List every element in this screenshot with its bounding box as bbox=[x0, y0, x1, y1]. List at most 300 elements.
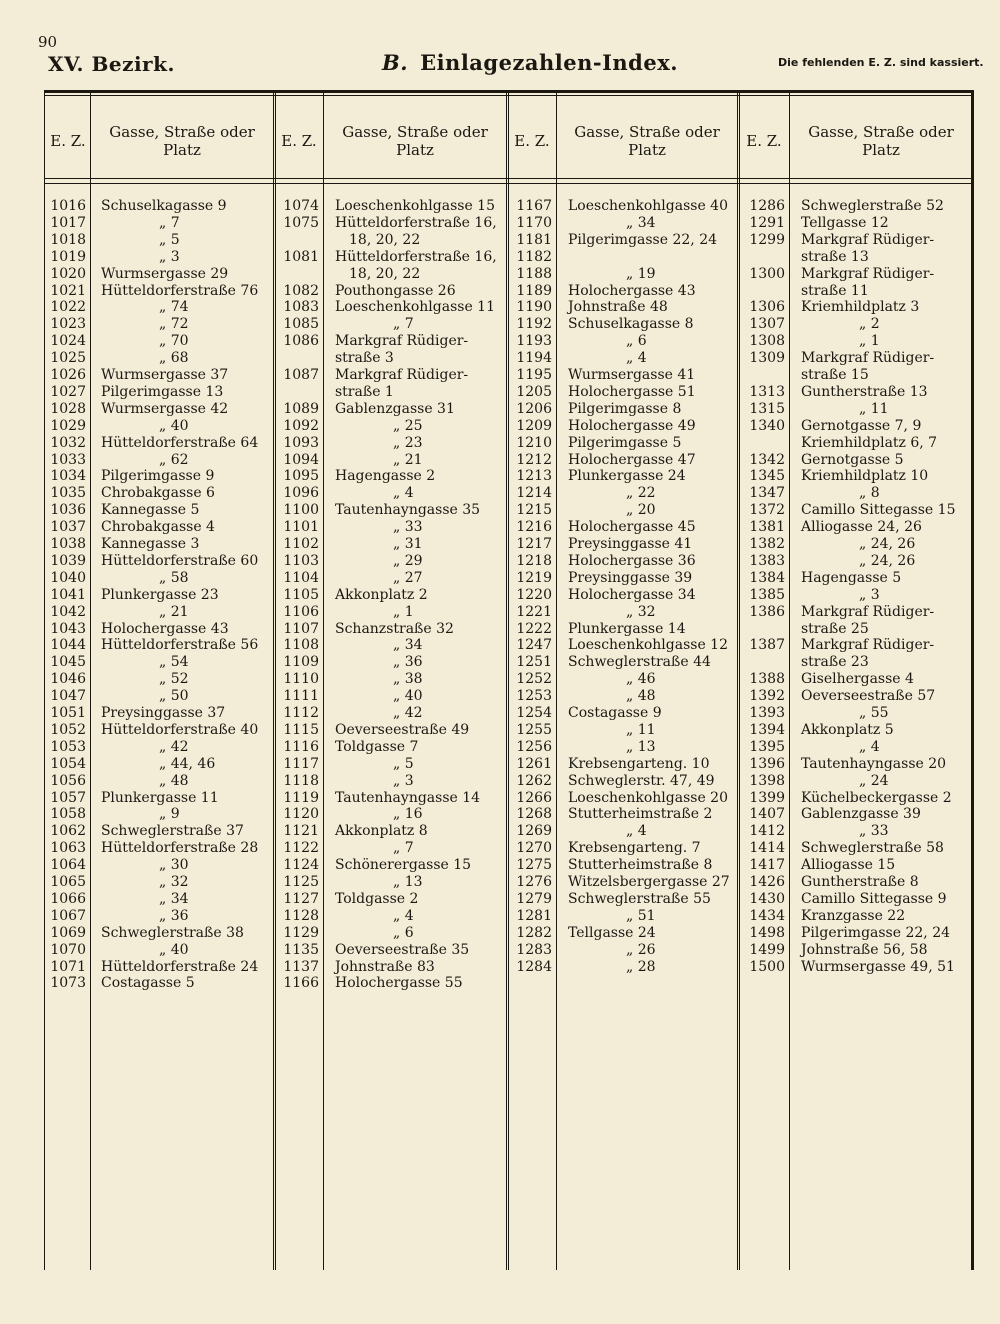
street-entry: Alliogasse 15 bbox=[801, 857, 896, 874]
street-entry: Gernotgasse 7, 9 bbox=[801, 417, 922, 434]
ez-number: 1052 bbox=[50, 721, 86, 738]
street-entry: Kannegasse 3 bbox=[101, 536, 200, 552]
ez-number: 1407 bbox=[749, 806, 785, 823]
ez-number: 1040 bbox=[50, 569, 86, 586]
street-entry: „ 25 bbox=[393, 417, 423, 434]
ez-column-header: E. Z. bbox=[514, 132, 550, 150]
section-title: Einlagezahlen-Index. bbox=[420, 50, 679, 75]
street-entry: „ 21 bbox=[393, 451, 423, 468]
street-entry: „ 1 bbox=[393, 603, 414, 620]
ez-number: 1125 bbox=[283, 874, 319, 890]
section-letter: B. bbox=[382, 50, 409, 75]
street-entry: Hagengasse 2 bbox=[335, 468, 436, 485]
street-entry: Tautenhayngasse 14 bbox=[335, 789, 481, 806]
street-entry: Loeschenkohlgasse 20 bbox=[568, 789, 728, 806]
street-entry: „ 11 bbox=[859, 400, 889, 417]
ez-number: 1089 bbox=[283, 400, 319, 417]
street-entry: „ 23 bbox=[393, 434, 423, 451]
ez-number: 1075 bbox=[283, 214, 319, 231]
street-entry: „ 22 bbox=[626, 485, 656, 502]
ez-number: 1381 bbox=[749, 519, 785, 536]
ez-number: 1129 bbox=[283, 924, 319, 941]
ez-number: 1216 bbox=[516, 519, 552, 536]
ez-number: 1064 bbox=[50, 857, 86, 874]
ez-number: 1017 bbox=[50, 214, 86, 231]
ez-number: 1022 bbox=[50, 299, 86, 316]
street-column-header: Gasse, Straße oder Platz bbox=[574, 123, 720, 159]
street-entry: „ 48 bbox=[159, 772, 189, 789]
ez-number: 1192 bbox=[516, 316, 552, 333]
ez-number: 1046 bbox=[50, 671, 86, 688]
street-entry: Markgraf Rüdiger- bbox=[801, 637, 935, 654]
street-entry: „ 54 bbox=[159, 654, 189, 671]
district-heading: XV. Bezirk. bbox=[48, 52, 175, 76]
street-entry: Hütteldorferstraße 56 bbox=[101, 637, 259, 654]
ez-number: 1128 bbox=[283, 907, 319, 924]
ez-number: 1382 bbox=[749, 536, 785, 552]
ez-number: 1193 bbox=[516, 333, 552, 350]
street-entry: „ 72 bbox=[159, 316, 189, 333]
street-entry: Pilgerimgasse 8 bbox=[568, 400, 682, 417]
ez-number: 1253 bbox=[516, 688, 552, 705]
ez-number: 1286 bbox=[749, 198, 785, 214]
street-entry: Wurmsergasse 41 bbox=[568, 367, 696, 383]
ez-number: 1255 bbox=[516, 721, 552, 738]
street-entry: Plunkergasse 14 bbox=[568, 620, 686, 637]
ez-number: 1062 bbox=[50, 823, 86, 840]
street-entry: „ 19 bbox=[626, 265, 656, 282]
ez-number: 1111 bbox=[283, 688, 319, 705]
ez-number: 1270 bbox=[516, 840, 552, 857]
street-entry: Hütteldorferstraße 28 bbox=[101, 840, 259, 857]
street-entry: Costagasse 9 bbox=[568, 705, 662, 721]
street-entry: Hagengasse 5 bbox=[801, 569, 902, 586]
street-entry: Schweglerstraße 44 bbox=[568, 654, 711, 671]
ez-number: 1016 bbox=[50, 198, 86, 214]
ez-number: 1499 bbox=[749, 941, 785, 958]
ez-number: 1262 bbox=[516, 772, 552, 789]
street-entry: Alliogasse 24, 26 bbox=[801, 519, 922, 536]
street-entry: Costagasse 5 bbox=[101, 975, 195, 992]
ez-number: 1256 bbox=[516, 738, 552, 755]
street-entry: „ 8 bbox=[859, 485, 880, 502]
ez-number: 1109 bbox=[283, 654, 319, 671]
street-entry: „ 58 bbox=[159, 569, 189, 586]
ez-number: 1104 bbox=[283, 569, 319, 586]
ez-number: 1032 bbox=[50, 434, 86, 451]
ez-number: 1083 bbox=[283, 299, 319, 316]
column-divider bbox=[90, 93, 91, 1270]
ez-number: 1342 bbox=[749, 451, 785, 468]
ez-number: 1025 bbox=[50, 350, 86, 367]
street-entry: Hütteldorferstraße 64 bbox=[101, 434, 259, 451]
street-entry: Schuselkagasse 8 bbox=[568, 316, 694, 333]
street-entry: „ 36 bbox=[159, 907, 189, 924]
ez-number: 1222 bbox=[516, 620, 552, 637]
ez-number: 1498 bbox=[749, 924, 785, 941]
ez-number: 1112 bbox=[283, 705, 319, 721]
ez-number: 1395 bbox=[749, 738, 785, 755]
ez-number: 1108 bbox=[283, 637, 319, 654]
ez-number: 1122 bbox=[283, 840, 319, 857]
ez-column-header: E. Z. bbox=[50, 132, 86, 150]
ez-number: 1399 bbox=[749, 789, 785, 806]
street-entry: Krebsengarteng. 10 bbox=[568, 755, 710, 772]
page-number: 90 bbox=[38, 33, 58, 51]
ez-number: 1082 bbox=[283, 282, 319, 299]
street-entry: „ 32 bbox=[626, 603, 656, 620]
ez-number: 1071 bbox=[50, 958, 86, 975]
street-entry: „ 26 bbox=[626, 941, 656, 958]
street-entry: Witzelsbergergasse 27 bbox=[568, 874, 730, 890]
street-entry: Chrobakgasse 6 bbox=[101, 485, 215, 502]
ez-number: 1105 bbox=[283, 586, 319, 603]
ez-number: 1124 bbox=[283, 857, 319, 874]
ez-number: 1209 bbox=[516, 417, 552, 434]
street-entry: Schweglerstraße 37 bbox=[101, 823, 244, 840]
ez-number: 1041 bbox=[50, 586, 86, 603]
ez-number: 1051 bbox=[50, 705, 86, 721]
street-entry: Hütteldorferstraße 60 bbox=[101, 552, 259, 569]
street-entry: „ 34 bbox=[393, 637, 423, 654]
street-entry: straße 25 bbox=[801, 620, 869, 637]
street-entry: Pilgerimgasse 22, 24 bbox=[568, 231, 718, 248]
ez-number: 1095 bbox=[283, 468, 319, 485]
street-entry: Hütteldorferstraße 40 bbox=[101, 721, 259, 738]
ez-number: 1044 bbox=[50, 637, 86, 654]
ez-number: 1081 bbox=[283, 248, 319, 265]
ez-number: 1107 bbox=[283, 620, 319, 637]
street-entry: Preysinggasse 39 bbox=[568, 569, 693, 586]
ez-number: 1074 bbox=[283, 198, 319, 214]
ez-number: 1205 bbox=[516, 383, 552, 400]
street-entry: „ 13 bbox=[626, 738, 656, 755]
ez-number: 1213 bbox=[516, 468, 552, 485]
ez-number: 1024 bbox=[50, 333, 86, 350]
street-entry: Loeschenkohlgasse 12 bbox=[568, 637, 728, 654]
street-entry: Holochergasse 36 bbox=[568, 552, 696, 569]
street-entry: „ 16 bbox=[393, 806, 423, 823]
street-entry: „ 24 bbox=[859, 772, 889, 789]
ez-number: 1217 bbox=[516, 536, 552, 552]
street-entry: Holochergasse 45 bbox=[568, 519, 696, 536]
section-heading bbox=[382, 50, 678, 75]
street-entry: Tautenhayngasse 35 bbox=[335, 502, 481, 519]
ez-number: 1094 bbox=[283, 451, 319, 468]
ez-number: 1386 bbox=[749, 603, 785, 620]
street-entry: Loeschenkohlgasse 40 bbox=[568, 198, 728, 214]
street-entry: „ 24, 26 bbox=[859, 552, 916, 569]
street-entry: „ 70 bbox=[159, 333, 189, 350]
street-entry: „ 44, 46 bbox=[159, 755, 216, 772]
ez-number: 1042 bbox=[50, 603, 86, 620]
street-entry: Markgraf Rüdiger- bbox=[801, 265, 935, 282]
ez-number: 1340 bbox=[749, 417, 785, 434]
street-entry: Kannegasse 5 bbox=[101, 502, 200, 519]
header-rule-inner bbox=[44, 183, 974, 184]
ez-number: 1190 bbox=[516, 299, 552, 316]
ez-number: 1269 bbox=[516, 823, 552, 840]
ez-number: 1170 bbox=[516, 214, 552, 231]
street-entry: Gernotgasse 5 bbox=[801, 451, 904, 468]
ez-number: 1430 bbox=[749, 890, 785, 907]
street-entry: Giselhergasse 4 bbox=[801, 671, 914, 688]
street-entry: „ 5 bbox=[159, 231, 180, 248]
street-entry: 18, 20, 22 bbox=[349, 231, 421, 248]
street-entry: Oeverseestraße 49 bbox=[335, 721, 470, 738]
ez-number: 1020 bbox=[50, 265, 86, 282]
street-entry: Johnstraße 48 bbox=[568, 299, 668, 316]
ez-number: 1412 bbox=[749, 823, 785, 840]
street-entry: „ 13 bbox=[393, 874, 423, 890]
ez-number: 1206 bbox=[516, 400, 552, 417]
ez-number: 1385 bbox=[749, 586, 785, 603]
street-entry: Schuselkagasse 9 bbox=[101, 198, 227, 214]
ez-number: 1120 bbox=[283, 806, 319, 823]
street-column-header: Gasse, Straße oder Platz bbox=[342, 123, 488, 159]
ez-number: 1036 bbox=[50, 502, 86, 519]
street-entry: Johnstraße 56, 58 bbox=[801, 941, 928, 958]
street-entry: Markgraf Rüdiger- bbox=[801, 231, 935, 248]
ez-number: 1115 bbox=[283, 721, 319, 738]
ez-number: 1026 bbox=[50, 367, 86, 383]
column-divider bbox=[789, 93, 790, 1270]
ez-number: 1085 bbox=[283, 316, 319, 333]
ez-number: 1135 bbox=[283, 941, 319, 958]
street-entry: straße 13 bbox=[801, 248, 869, 265]
ez-number: 1252 bbox=[516, 671, 552, 688]
ez-number: 1118 bbox=[283, 772, 319, 789]
street-entry: Schönerergasse 15 bbox=[335, 857, 472, 874]
ez-number: 1053 bbox=[50, 738, 86, 755]
ez-number: 1087 bbox=[283, 367, 319, 383]
street-entry: straße 3 bbox=[335, 350, 394, 367]
ez-number: 1220 bbox=[516, 586, 552, 603]
street-entry: „ 1 bbox=[859, 333, 880, 350]
street-entry: Pilgerimgasse 5 bbox=[568, 434, 682, 451]
street-entry: Holochergasse 43 bbox=[101, 620, 229, 637]
ez-number: 1096 bbox=[283, 485, 319, 502]
ez-number: 1037 bbox=[50, 519, 86, 536]
street-entry: Preysinggasse 41 bbox=[568, 536, 693, 552]
street-entry: „ 7 bbox=[159, 214, 180, 231]
street-entry: Pouthongasse 26 bbox=[335, 282, 456, 299]
ez-number: 1021 bbox=[50, 282, 86, 299]
street-entry: Plunkergasse 23 bbox=[101, 586, 219, 603]
ez-number: 1218 bbox=[516, 552, 552, 569]
ez-number: 1300 bbox=[749, 265, 785, 282]
ez-number: 1086 bbox=[283, 333, 319, 350]
ez-number: 1117 bbox=[283, 755, 319, 772]
street-entry: Pilgerimgasse 13 bbox=[101, 383, 224, 400]
street-entry: „ 4 bbox=[859, 738, 880, 755]
street-entry: „ 34 bbox=[159, 890, 189, 907]
street-entry: „ 6 bbox=[626, 333, 647, 350]
street-entry: „ 31 bbox=[393, 536, 423, 552]
ez-number: 1276 bbox=[516, 874, 552, 890]
street-entry: Gablenzgasse 31 bbox=[335, 400, 455, 417]
ez-number: 1047 bbox=[50, 688, 86, 705]
street-entry: Schweglerstraße 58 bbox=[801, 840, 944, 857]
street-entry: Tautenhayngasse 20 bbox=[801, 755, 947, 772]
ez-number: 1284 bbox=[516, 958, 552, 975]
ez-number: 1056 bbox=[50, 772, 86, 789]
street-entry: Schweglerstraße 55 bbox=[568, 890, 711, 907]
street-entry: „ 3 bbox=[159, 248, 180, 265]
street-entry: „ 40 bbox=[393, 688, 423, 705]
ez-number: 1417 bbox=[749, 857, 785, 874]
ez-number: 1247 bbox=[516, 637, 552, 654]
ez-number: 1119 bbox=[283, 789, 319, 806]
ez-number: 1372 bbox=[749, 502, 785, 519]
street-entry: „ 28 bbox=[626, 958, 656, 975]
street-entry: „ 24, 26 bbox=[859, 536, 916, 552]
street-entry: „ 11 bbox=[626, 721, 656, 738]
ez-number: 1067 bbox=[50, 907, 86, 924]
table-top-rule bbox=[44, 95, 974, 96]
street-entry: „ 32 bbox=[159, 874, 189, 890]
street-entry: „ 52 bbox=[159, 671, 189, 688]
street-entry: „ 33 bbox=[393, 519, 423, 536]
street-entry: Holochergasse 34 bbox=[568, 586, 696, 603]
ez-number: 1121 bbox=[283, 823, 319, 840]
ez-number: 1383 bbox=[749, 552, 785, 569]
street-entry: Preysinggasse 37 bbox=[101, 705, 226, 721]
ez-number: 1434 bbox=[749, 907, 785, 924]
street-entry: Wurmsergasse 49, 51 bbox=[801, 958, 955, 975]
street-entry: Camillo Sittegasse 9 bbox=[801, 890, 947, 907]
street-entry: Stutterheimstraße 8 bbox=[568, 857, 713, 874]
column-divider bbox=[556, 93, 557, 1270]
column-divider bbox=[323, 93, 324, 1270]
ez-number: 1181 bbox=[516, 231, 552, 248]
street-entry: „ 3 bbox=[393, 772, 414, 789]
ez-number: 1266 bbox=[516, 789, 552, 806]
ez-number: 1188 bbox=[516, 265, 552, 282]
street-entry: Hütteldorferstraße 76 bbox=[101, 282, 259, 299]
ez-number: 1282 bbox=[516, 924, 552, 941]
ez-number: 1393 bbox=[749, 705, 785, 721]
street-entry: Plunkergasse 24 bbox=[568, 468, 686, 485]
ez-number: 1387 bbox=[749, 637, 785, 654]
street-entry: Loeschenkohlgasse 11 bbox=[335, 299, 495, 316]
street-entry: Hütteldorferstraße 16, bbox=[335, 248, 497, 265]
street-entry: Markgraf Rüdiger- bbox=[335, 367, 469, 383]
ez-number: 1500 bbox=[749, 958, 785, 975]
ez-number: 1275 bbox=[516, 857, 552, 874]
ez-number: 1058 bbox=[50, 806, 86, 823]
street-entry: „ 38 bbox=[393, 671, 423, 688]
ez-number: 1063 bbox=[50, 840, 86, 857]
street-entry: Gablenzgasse 39 bbox=[801, 806, 921, 823]
ez-number: 1070 bbox=[50, 941, 86, 958]
street-entry: Holochergasse 55 bbox=[335, 975, 463, 992]
street-entry: Kriemhildplatz 10 bbox=[801, 468, 929, 485]
street-entry: Wurmsergasse 29 bbox=[101, 265, 229, 282]
ez-number: 1035 bbox=[50, 485, 86, 502]
ez-number: 1027 bbox=[50, 383, 86, 400]
street-entry: „ 46 bbox=[626, 671, 656, 688]
street-entry: „ 40 bbox=[159, 417, 189, 434]
ez-number: 1073 bbox=[50, 975, 86, 992]
ez-number: 1347 bbox=[749, 485, 785, 502]
street-entry: „ 6 bbox=[393, 924, 414, 941]
street-entry: Hütteldorferstraße 24 bbox=[101, 958, 259, 975]
street-entry: Toldgasse 2 bbox=[335, 890, 419, 907]
ez-number: 1182 bbox=[516, 248, 552, 265]
ez-number: 1261 bbox=[516, 755, 552, 772]
ez-number: 1194 bbox=[516, 350, 552, 367]
ez-number: 1100 bbox=[283, 502, 319, 519]
street-entry: „ 27 bbox=[393, 569, 423, 586]
ez-number: 1219 bbox=[516, 569, 552, 586]
street-entry: „ 21 bbox=[159, 603, 189, 620]
street-entry: straße 1 bbox=[335, 383, 394, 400]
ez-number: 1251 bbox=[516, 654, 552, 671]
street-entry: straße 15 bbox=[801, 367, 869, 383]
street-entry: Wurmsergasse 42 bbox=[101, 400, 229, 417]
ez-column-header: E. Z. bbox=[746, 132, 782, 150]
ez-number: 1028 bbox=[50, 400, 86, 417]
street-entry: Tellgasse 24 bbox=[568, 924, 656, 941]
ez-number: 1054 bbox=[50, 755, 86, 772]
ez-number: 1034 bbox=[50, 468, 86, 485]
ez-number: 1018 bbox=[50, 231, 86, 248]
street-entry: Akkonplatz 8 bbox=[335, 823, 428, 840]
street-entry: Schweglerstraße 38 bbox=[101, 924, 244, 941]
ez-number: 1306 bbox=[749, 299, 785, 316]
street-entry: Wurmsergasse 37 bbox=[101, 367, 229, 383]
ez-number: 1215 bbox=[516, 502, 552, 519]
ez-number: 1426 bbox=[749, 874, 785, 890]
ez-number: 1254 bbox=[516, 705, 552, 721]
street-entry: Markgraf Rüdiger- bbox=[335, 333, 469, 350]
header-rule bbox=[44, 178, 974, 179]
street-column-header: Gasse, Straße oder Platz bbox=[109, 123, 255, 159]
street-entry: Holochergasse 51 bbox=[568, 383, 696, 400]
ez-number: 1283 bbox=[516, 941, 552, 958]
street-entry: Krebsengarteng. 7 bbox=[568, 840, 701, 857]
ez-number: 1307 bbox=[749, 316, 785, 333]
street-column-header: Gasse, Straße oder Platz bbox=[808, 123, 954, 159]
ez-number: 1137 bbox=[283, 958, 319, 975]
street-entry: Kranzgasse 22 bbox=[801, 907, 906, 924]
street-entry: „ 51 bbox=[626, 907, 656, 924]
street-entry: Guntherstraße 8 bbox=[801, 874, 919, 890]
ez-number: 1384 bbox=[749, 569, 785, 586]
street-entry: Markgraf Rüdiger- bbox=[801, 603, 935, 620]
ez-number: 1116 bbox=[283, 738, 319, 755]
street-entry: „ 5 bbox=[393, 755, 414, 772]
street-entry: Stutterheimstraße 2 bbox=[568, 806, 713, 823]
street-entry: Camillo Sittegasse 15 bbox=[801, 502, 956, 519]
ez-number: 1023 bbox=[50, 316, 86, 333]
ez-number: 1214 bbox=[516, 485, 552, 502]
ez-number: 1388 bbox=[749, 671, 785, 688]
street-entry: „ 55 bbox=[859, 705, 889, 721]
street-entry: Schweglerstr. 47, 49 bbox=[568, 772, 715, 789]
street-entry: „ 33 bbox=[859, 823, 889, 840]
ez-number: 1210 bbox=[516, 434, 552, 451]
ez-number: 1092 bbox=[283, 417, 319, 434]
street-entry: Oeverseestraße 57 bbox=[801, 688, 936, 705]
ez-number: 1394 bbox=[749, 721, 785, 738]
street-entry: „ 3 bbox=[859, 586, 880, 603]
street-entry: „ 74 bbox=[159, 299, 189, 316]
street-entry: „ 9 bbox=[159, 806, 180, 823]
street-entry: „ 42 bbox=[393, 705, 423, 721]
ez-number: 1110 bbox=[283, 671, 319, 688]
